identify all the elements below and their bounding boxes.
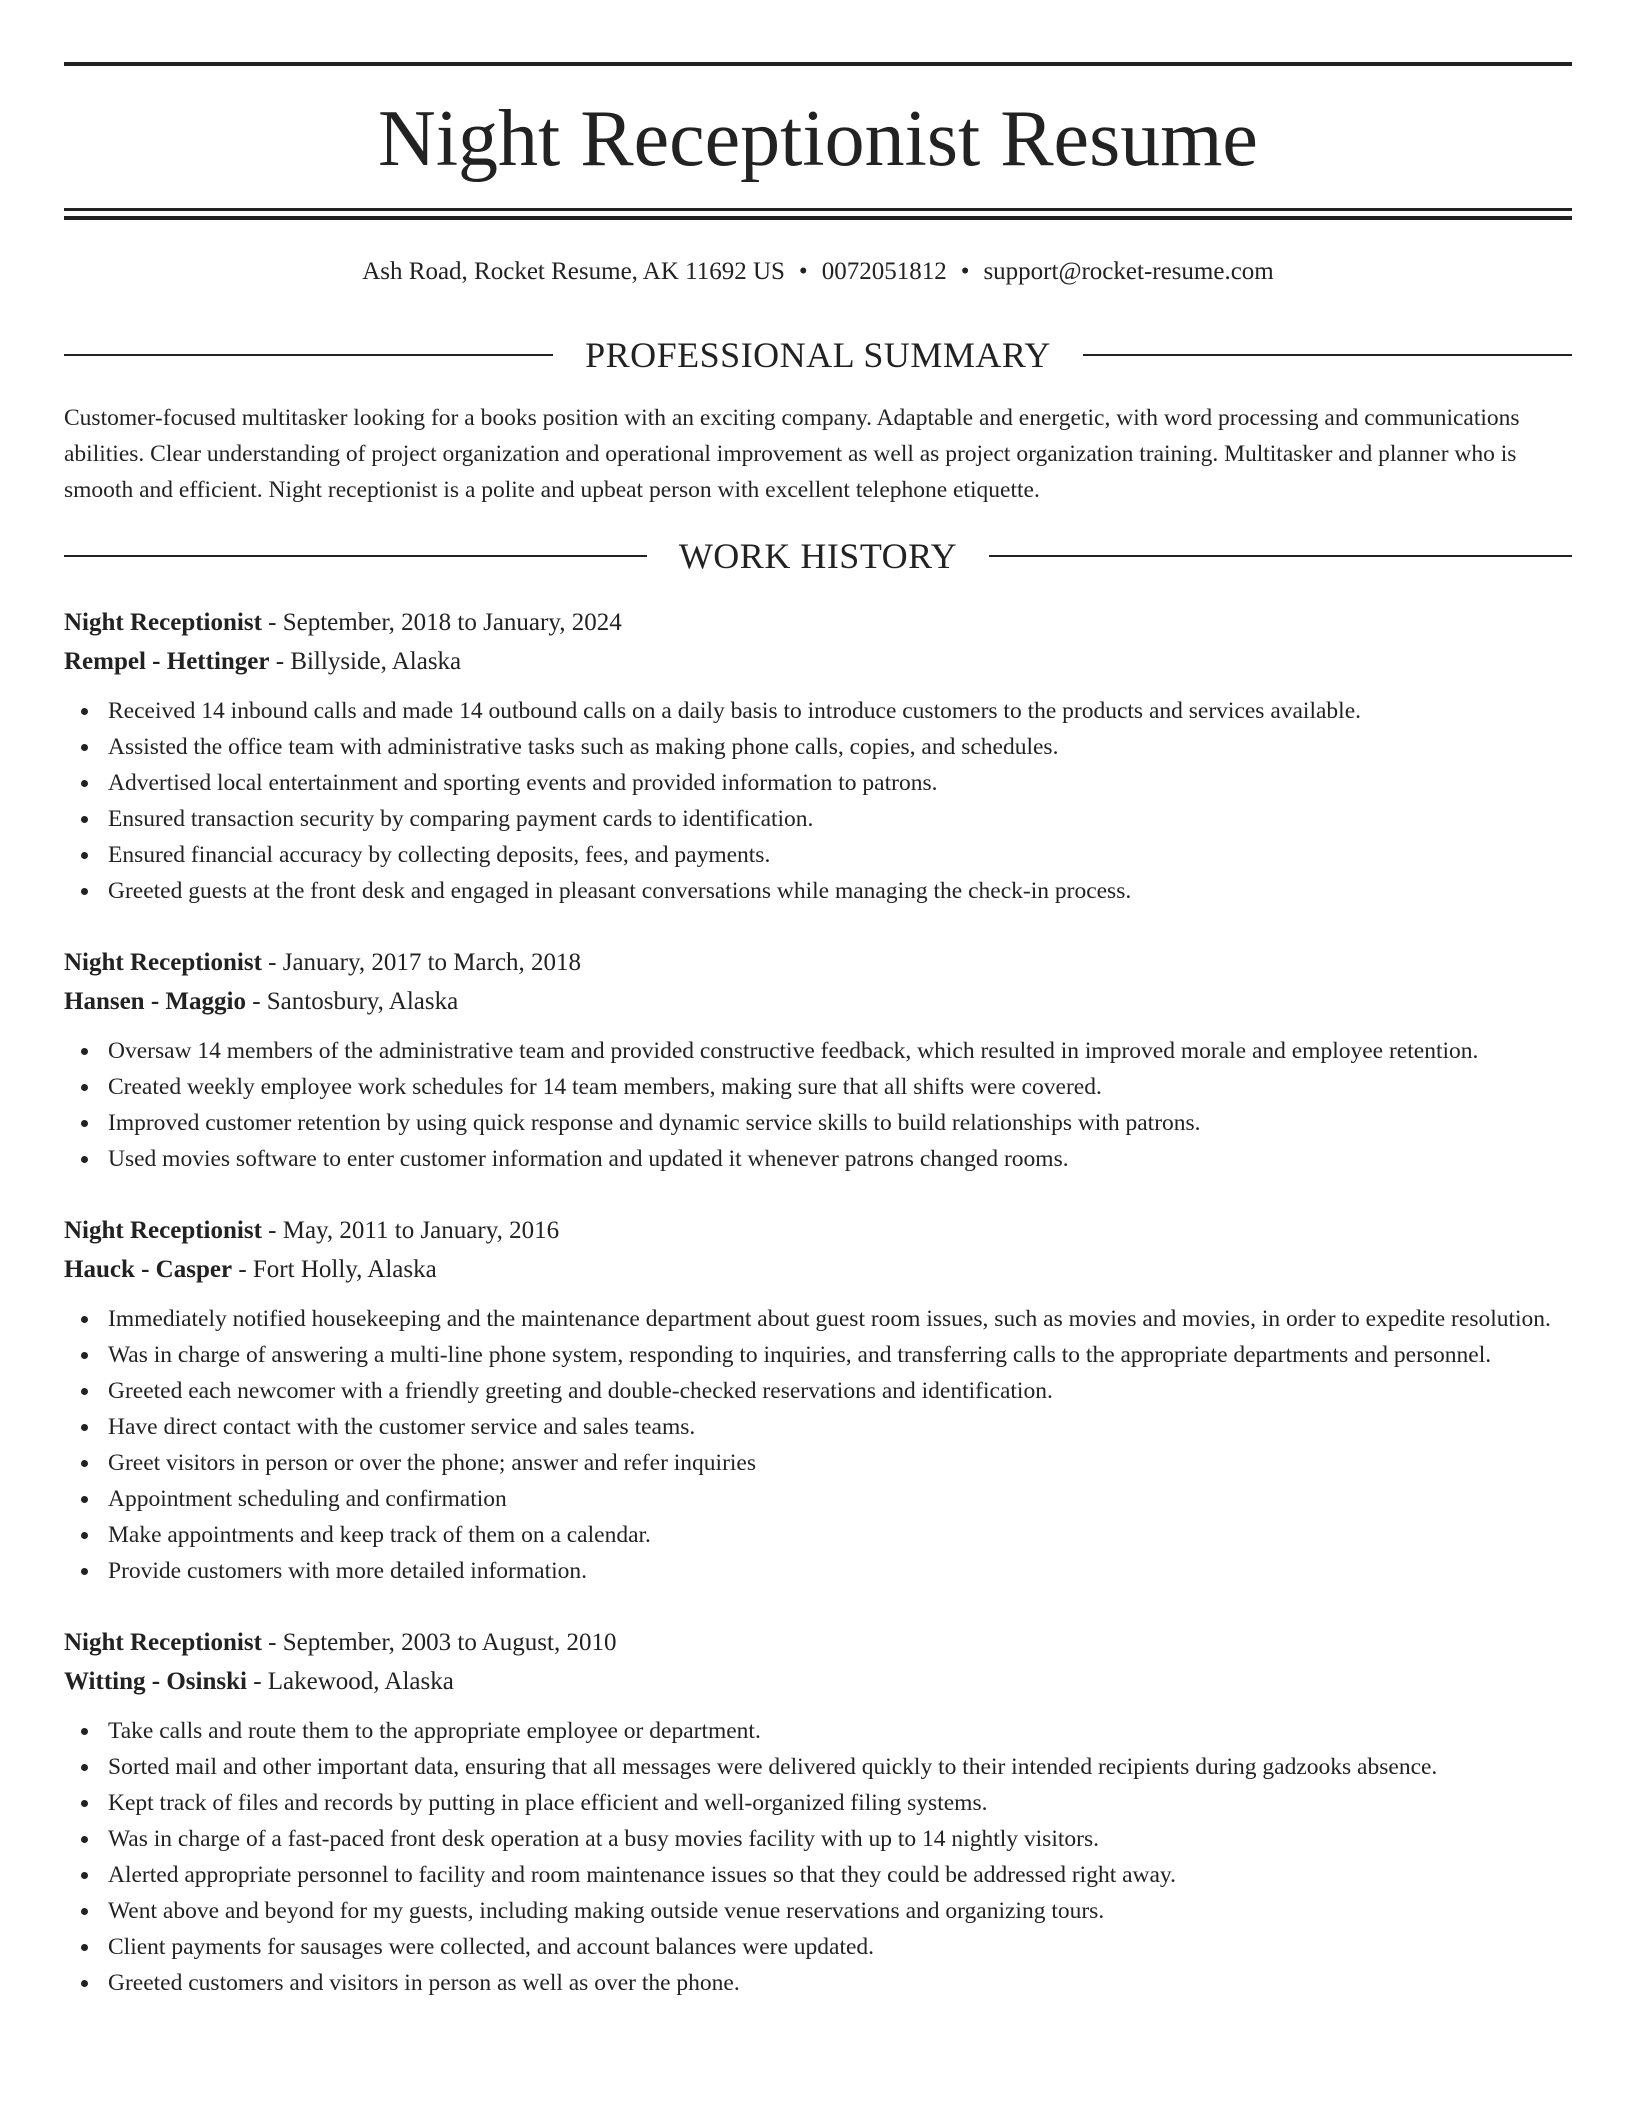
contact-phone: 0072051812	[821, 258, 947, 285]
contact-email: support@rocket-resume.com	[983, 258, 1274, 285]
job-bullet: Greeted guests at the front desk and engaged in pleasant conversations while managing the check-in process.	[64, 873, 1572, 909]
job-bullet: Greeted customers and visitors in person as well as over the phone.	[64, 1965, 1572, 2001]
job-bullet: Ensured financial accuracy by collecting deposits, fees, and payments.	[64, 837, 1572, 873]
job-company-line: Rempel - Hettinger - Billyside, Alaska	[64, 648, 462, 675]
job-entry	[64, 943, 1572, 1177]
job-company-line: Witting - Osinski - Lakewood, Alaska	[64, 1668, 454, 1695]
job-entry	[64, 603, 1572, 909]
job-bullet: Advertised local entertainment and sporting events and provided information to patrons.	[64, 765, 1572, 801]
section-rule-left	[64, 354, 553, 356]
section-heading-work-history	[64, 534, 1572, 578]
job-location: Fort Holly, Alaska	[252, 1256, 437, 1283]
job-company: Hansen - Maggio	[64, 988, 246, 1015]
contact-address: Ash Road, Rocket Resume, AK 11692 US	[362, 258, 785, 285]
job-title: Night Receptionist	[64, 1629, 262, 1656]
job-bullet: Appointment scheduling and confirmation	[64, 1481, 1572, 1517]
job-company: Hauck - Casper	[64, 1256, 233, 1283]
job-bullet: Greeted each newcomer with a friendly greeting and double-checked reservations and identification.	[64, 1373, 1572, 1409]
section-rule-left	[64, 555, 647, 557]
header-bottom-rule-lower	[64, 216, 1572, 220]
job-dates: September, 2018 to January, 2024	[282, 609, 622, 636]
section-rule-right	[989, 555, 1572, 557]
job-company: Witting - Osinski	[64, 1668, 247, 1695]
section-title: WORK HISTORY	[678, 536, 958, 576]
job-location: Lakewood, Alaska	[267, 1668, 454, 1695]
contact-line	[64, 255, 1572, 289]
job-company: Rempel - Hettinger	[64, 648, 270, 675]
job-location: Santosbury, Alaska	[266, 988, 459, 1015]
job-bullet: Make appointments and keep track of them on a calendar.	[64, 1517, 1572, 1553]
job-title-line: Night Receptionist - January, 2017 to March, 2018	[64, 949, 582, 976]
job-bullet: Used movies software to enter customer information and updated it whenever patrons changed rooms.	[64, 1141, 1572, 1177]
job-title-line: Night Receptionist - September, 2003 to August, 2010	[64, 1629, 617, 1656]
job-bullet: Alerted appropriate personnel to facility and room maintenance issues so that they could be addressed right away.	[64, 1857, 1572, 1893]
job-bullet: Went above and beyond for my guests, including making outside venue reservations and organizing tours.	[64, 1893, 1572, 1929]
job-bullet: Sorted mail and other important data, ensuring that all messages were delivered quickly to their intended recipients during gadzooks absence.	[64, 1749, 1572, 1785]
job-bullet: Was in charge of answering a multi-line phone system, responding to inquiries, and transferring calls to the appropriate departments and personnel.	[64, 1337, 1572, 1373]
job-bullet: Assisted the office team with administrative tasks such as making phone calls, copies, and schedules.	[64, 729, 1572, 765]
job-title: Night Receptionist	[64, 1217, 262, 1244]
job-title: Night Receptionist	[64, 949, 262, 976]
job-title-line: Night Receptionist - September, 2018 to January, 2024	[64, 609, 622, 636]
job-bullets	[64, 1713, 1572, 2001]
job-dates: May, 2011 to January, 2016	[282, 1217, 560, 1244]
job-bullet: Immediately notified housekeeping and the maintenance department about guest room issues, such as movies and movies, in order to expedite resolution.	[64, 1301, 1572, 1337]
contact-separator: •	[798, 258, 808, 285]
job-bullet: Kept track of files and records by putting in place efficient and well-organized filing systems.	[64, 1785, 1572, 1821]
job-company-line: Hauck - Casper - Fort Holly, Alaska	[64, 1256, 437, 1283]
section-heading-summary	[64, 333, 1572, 377]
job-bullet: Ensured transaction security by comparing payment cards to identification.	[64, 801, 1572, 837]
job-company-line: Hansen - Maggio - Santosbury, Alaska	[64, 988, 459, 1015]
job-entry	[64, 1623, 1572, 2001]
page-title: Night Receptionist Resume	[378, 95, 1258, 183]
section-rule-right	[1083, 354, 1572, 356]
job-entry	[64, 1211, 1572, 1589]
job-bullet: Was in charge of a fast-paced front desk operation at a busy movies facility with up to 14 nightly visitors.	[64, 1821, 1572, 1857]
header-bottom-rule-upper	[64, 208, 1572, 211]
work-history-list	[64, 603, 1572, 2035]
job-bullet: Oversaw 14 members of the administrative team and provided constructive feedback, which resulted in improved morale and employee retention.	[64, 1033, 1572, 1069]
section-title: PROFESSIONAL SUMMARY	[585, 335, 1051, 375]
job-location: Billyside, Alaska	[290, 648, 462, 675]
job-bullets	[64, 1301, 1572, 1589]
job-bullet: Take calls and route them to the appropriate employee or department.	[64, 1713, 1572, 1749]
job-bullets	[64, 1033, 1572, 1177]
job-bullet: Client payments for sausages were collected, and account balances were updated.	[64, 1929, 1572, 1965]
job-dates: September, 2003 to August, 2010	[282, 1629, 617, 1656]
header-top-rule	[64, 62, 1572, 66]
job-dates: January, 2017 to March, 2018	[282, 949, 582, 976]
contact-separator: •	[960, 258, 970, 285]
job-title: Night Receptionist	[64, 609, 262, 636]
job-bullet: Greet visitors in person or over the phone; answer and refer inquiries	[64, 1445, 1572, 1481]
job-bullet: Improved customer retention by using quick response and dynamic service skills to build relationships with patrons.	[64, 1105, 1572, 1141]
job-bullet: Provide customers with more detailed information.	[64, 1553, 1572, 1589]
job-bullet: Created weekly employee work schedules for 14 team members, making sure that all shifts were covered.	[64, 1069, 1572, 1105]
job-bullets	[64, 693, 1572, 909]
job-bullet: Have direct contact with the customer service and sales teams.	[64, 1409, 1572, 1445]
summary-text: Customer-focused multitasker looking for a books position with an exciting company. Adaptable and energetic, with word processing and communications abilities. Clear understanding of project organization and operational improvement as well as project organization training. Multitasker and planner who is smooth and efficient. Night receptionist is a polite and upbeat person with excellent telephone etiquette.	[64, 405, 1520, 503]
job-bullet: Received 14 inbound calls and made 14 outbound calls on a daily basis to introduce customers to the products and services available.	[64, 693, 1572, 729]
job-title-line: Night Receptionist - May, 2011 to January, 2016	[64, 1217, 560, 1244]
